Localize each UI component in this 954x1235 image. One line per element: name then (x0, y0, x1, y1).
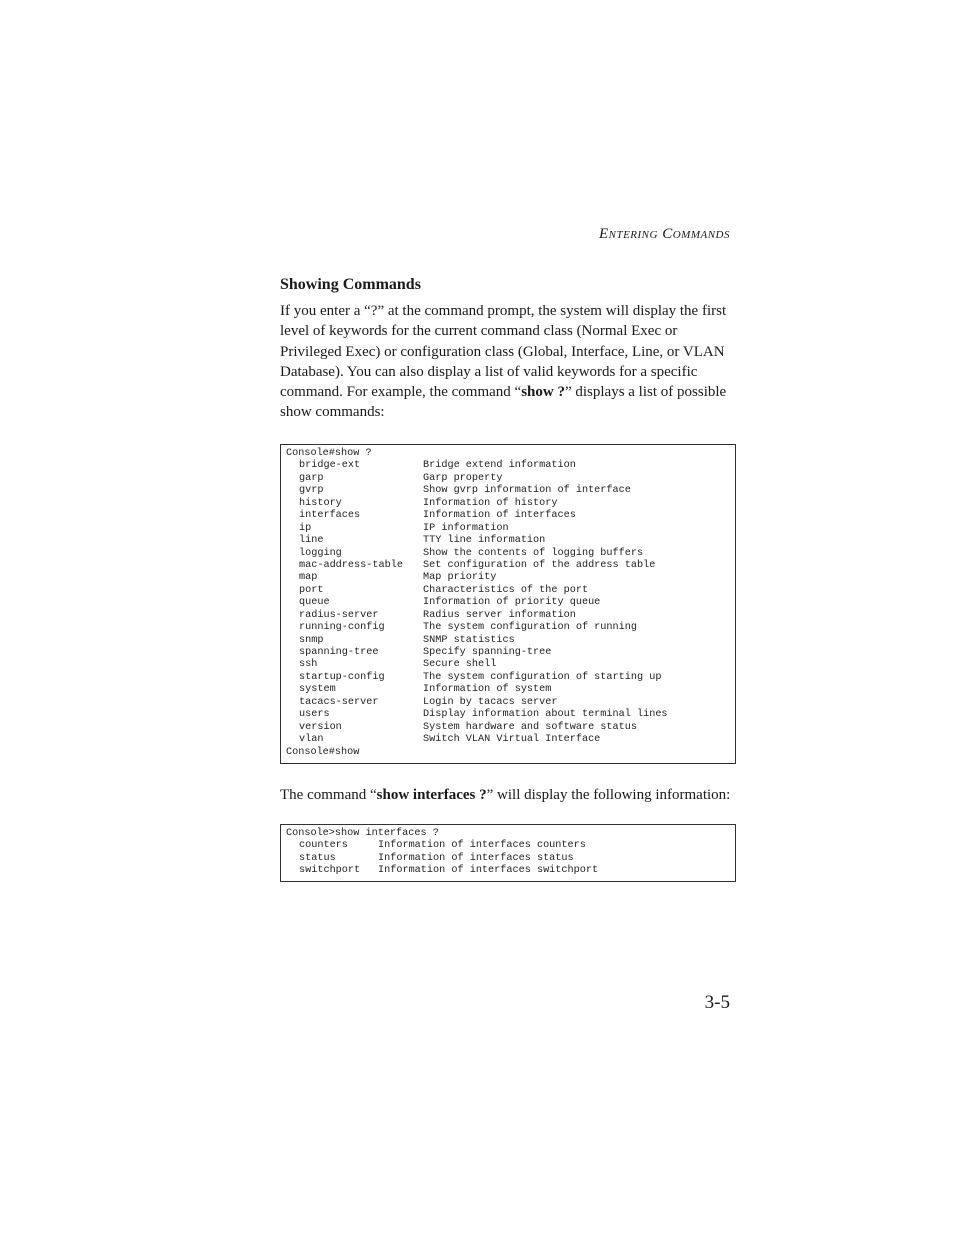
code-row-description: Radius server information (423, 609, 576, 621)
code-prompt-line: Console#show ? (286, 448, 372, 459)
code-row (286, 647, 735, 659)
code-row (286, 610, 735, 622)
code-row-command: counters (299, 840, 348, 852)
code-row-description: Set configuration of the address table (423, 559, 656, 571)
code-row (286, 548, 735, 560)
code-row-command: mac-address-table (299, 559, 403, 571)
intro-text-a: If you enter a “?” at the command prompt, the system will display the first level of keywords for the current command class (Normal Exec or Privileged Exec) or configuration class (Global, Interface, Line, or VLAN Database). You can also display a list of valid keywords for a specific command. For example, the command “ (280, 303, 727, 401)
code-row-command: status (299, 852, 336, 864)
code-row-command: startup-config (299, 671, 385, 683)
code-row-description: Information of interfaces switchport (378, 865, 599, 877)
code-row-description: Display information about terminal lines (423, 709, 668, 721)
code-row-description: Switch VLAN Virtual Interface (423, 734, 601, 746)
code-row-command: vlan (299, 734, 324, 746)
code-row-description: Show the contents of logging buffers (423, 547, 644, 559)
code-row-description: Map priority (423, 572, 497, 584)
code-row-command: port (299, 584, 324, 596)
code-row-description: The system configuration of running (423, 622, 637, 634)
code-row-description: Specify spanning-tree (423, 647, 552, 658)
code-row-description: The system configuration of starting up (423, 671, 662, 683)
code-row (286, 684, 735, 696)
code-row (286, 510, 735, 522)
code-row-description: Information of system (423, 684, 552, 696)
code-row-command: queue (299, 597, 330, 609)
code-row-command: gvrp (299, 485, 324, 497)
code-row (286, 498, 735, 510)
code-row-command: snmp (299, 634, 324, 646)
code-row-command: radius-server (299, 609, 379, 621)
code-row-command: map (299, 572, 318, 584)
code-row-command: ip (299, 522, 312, 534)
code-prompt-line: Console>show interfaces ? (286, 828, 439, 839)
interfaces-paragraph (280, 785, 734, 805)
code-rows (286, 460, 735, 746)
code-row-description: Information of history (423, 497, 558, 509)
code-rows (286, 840, 735, 877)
code-row (286, 622, 735, 634)
interfaces-bold-command: show interfaces ? (376, 787, 487, 803)
code-row (286, 722, 735, 734)
code-row-description: Characteristics of the port (423, 584, 589, 596)
code-row (286, 473, 735, 485)
code-prompt-line-end: Console#show (286, 746, 360, 758)
code-row-command: logging (299, 547, 342, 559)
code-row (286, 535, 735, 547)
code-row (286, 460, 735, 472)
code-row-command: bridge-ext (299, 460, 361, 472)
code-row-command: interfaces (299, 510, 361, 522)
code-row-command: system (299, 684, 336, 696)
code-row (286, 560, 735, 572)
code-row-description: System hardware and software status (423, 721, 637, 733)
header-initial-2: C (662, 226, 673, 242)
code-row-command: spanning-tree (299, 647, 379, 658)
code-row (286, 635, 735, 647)
code-row-command: garp (299, 472, 324, 484)
interfaces-text-a: The command “ (280, 787, 377, 803)
intro-paragraph (280, 301, 734, 423)
code-row-description: Show gvrp information of interface (423, 485, 631, 497)
code-row-description: Garp property (423, 472, 503, 484)
code-row-description: Information of interfaces (423, 510, 576, 522)
page-number: 3-5 (704, 992, 730, 1013)
code-row (286, 597, 735, 609)
code-row-command: switchport (299, 865, 361, 877)
code-row (286, 734, 735, 746)
code-row-command: users (299, 709, 330, 721)
header-initial-1: E (598, 226, 609, 242)
code-row-command: version (299, 721, 342, 733)
show-interfaces-code-block (280, 824, 736, 882)
code-row-description: Bridge extend information (423, 460, 576, 472)
section-title: Showing Commands (280, 276, 421, 293)
code-row (286, 585, 735, 597)
interfaces-text-b: ” will display the following information: (486, 787, 731, 803)
code-row-command: ssh (299, 659, 318, 671)
running-header (599, 226, 730, 243)
code-row-description: Information of interfaces status (378, 852, 574, 864)
code-row-description: Information of priority queue (423, 597, 601, 609)
code-row (286, 523, 735, 535)
code-row (286, 672, 735, 684)
show-commands-code-block (280, 444, 736, 764)
code-row (286, 485, 735, 497)
code-row-description: Information of interfaces counters (378, 840, 586, 852)
code-row-description: TTY line information (423, 535, 546, 547)
code-row (286, 572, 735, 584)
code-row-description: Secure shell (423, 659, 497, 671)
intro-bold-command: show ? (521, 384, 565, 401)
code-row (286, 865, 735, 877)
code-row-command: tacacs-server (299, 696, 379, 708)
code-row-command: running-config (299, 622, 385, 634)
code-row (286, 697, 735, 709)
code-row (286, 709, 735, 721)
code-row-command: line (299, 535, 324, 547)
header-rest-1: NTERING (608, 229, 658, 241)
code-row-description: IP information (423, 522, 509, 534)
code-row-description: SNMP statistics (423, 634, 515, 646)
code-row-command: history (299, 497, 342, 509)
code-row (286, 840, 735, 852)
code-row (286, 853, 735, 865)
intro-text-b: ” displays a list of possible show commands: (280, 384, 727, 421)
code-row (286, 659, 735, 671)
code-row-description: Login by tacacs server (423, 696, 558, 708)
header-rest-2: OMMANDS (672, 229, 730, 241)
